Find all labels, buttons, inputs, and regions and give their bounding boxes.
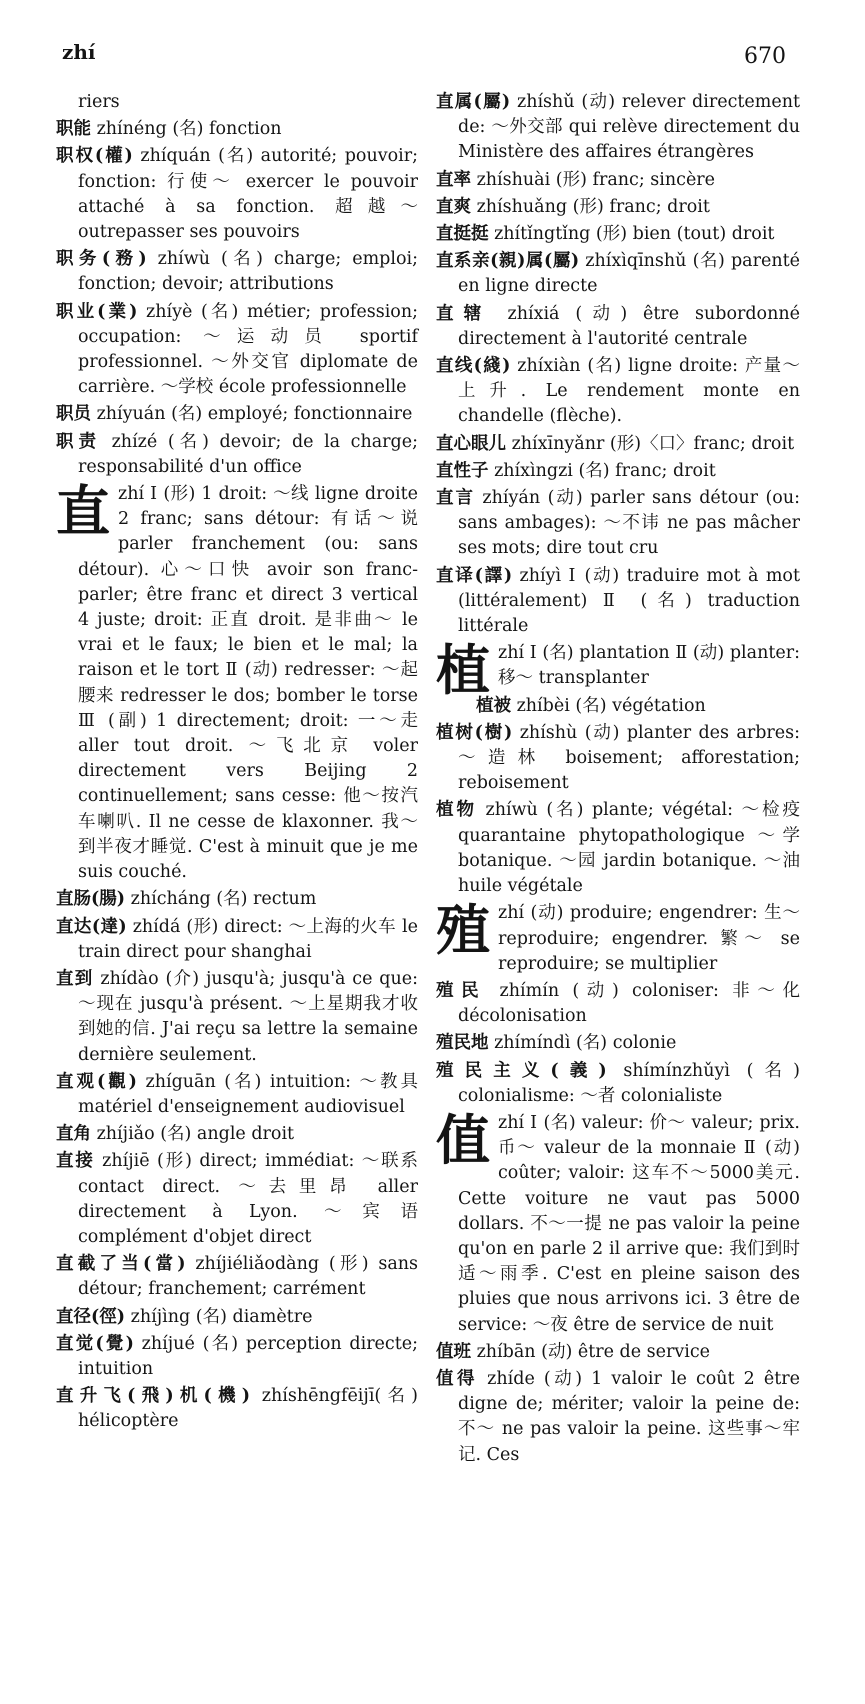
entry-headword: 直言 — [436, 488, 475, 509]
dictionary-entry — [436, 302, 800, 352]
entry-text: zhíguān (名) intuition: ～教具 matériel d'enseignement audiovisuel — [78, 1071, 418, 1117]
entry-headword: 直觉(覺) — [56, 1333, 134, 1354]
dictionary-entry — [56, 430, 418, 480]
dictionary-entry — [56, 300, 418, 401]
dictionary-entry — [436, 798, 800, 899]
entry-headword: 殖民 — [436, 980, 487, 1001]
entry-text: zhí Ⅰ (形) 1 droit: ～线 ligne droite 2 franc; sans détour: 有话～说 parler franchement (ou: sans détour). 心～口快 avoir son franc-parler; être franc et direct 3 vertical 4 juste; droit: 正直 droit. 是非曲～ le vrai et le faux; le bien et le mal; la raison et le tort Ⅱ (动) redresser: ～起腰来 redresser le dos; bomber le torse Ⅲ (副) 1 directement; droit: 一～走 aller tout droit. ～飞北京 voler directement vers Beijing 2 continuellement; sans cesse: 他～按汽车喇叭. Il ne cesse de klaxonner. 我～到半夜才睡觉. C'est à minuit que je me suis couché. — [78, 484, 418, 883]
entry-headword: 直截了当(當) — [56, 1254, 186, 1275]
dictionary-entry — [436, 90, 800, 166]
dictionary-entry — [436, 564, 800, 640]
entry-text: zhíwù (名) charge; emploi; fonction; devoir; attributions — [78, 249, 418, 295]
entry-headword: 直心眼儿 — [436, 433, 506, 454]
entry-text: zhíjué (名) perception directe; intuition — [78, 1333, 419, 1379]
main-headword-entry — [436, 898, 800, 977]
entry-headword: 直肠(腸) — [56, 889, 126, 910]
entry-headword: 植物 — [436, 800, 477, 821]
entry-text: zhíxiàn (名) ligne droite: 产量～上升. Le rendement monte en chandelle (flèche). — [458, 356, 800, 427]
dictionary-entry — [436, 354, 800, 430]
dictionary-entry — [56, 144, 418, 245]
main-headword-character: 直 — [56, 479, 110, 544]
entry-text: zhíxìqīnshǔ (名) parenté en ligne directe — [458, 251, 801, 297]
entry-headword: 值得 — [436, 1368, 479, 1389]
entry-headword: 职责 — [56, 431, 102, 452]
main-headword-entry — [56, 479, 418, 885]
entry-text: zhíjiǎo (名) angle droit — [91, 1124, 295, 1145]
entry-text: zhíyuán (名) employé; fonctionnaire — [91, 404, 413, 425]
entry-text: riers — [78, 92, 120, 112]
dictionary-entry — [56, 402, 418, 427]
entry-headword: 直性子 — [436, 460, 489, 481]
entry-text: zhíyì Ⅰ (动) traduire mot à mot (littéralement) Ⅱ (名) traduction littérale — [458, 565, 800, 637]
entry-headword: 直线(綫) — [436, 356, 511, 377]
dictionary-entry — [436, 1367, 800, 1468]
entry-headword: 职员 — [56, 404, 91, 425]
entry-text: zhíbèi (名) végétation — [511, 695, 706, 716]
entry-headword: 直属(屬) — [436, 92, 511, 112]
entry-headword: 职业(業) — [56, 301, 138, 322]
entry-headword: 值班 — [436, 1341, 471, 1362]
entry-text: zhídá (形) direct: ～上海的火车 le train direct pour shanghai — [78, 916, 418, 962]
dictionary-entry — [436, 168, 800, 193]
entry-text: zhízé (名) devoir; de la charge; responsabilité d'un office — [78, 431, 419, 477]
entry-text: zhídào (介) jusqu'à; jusqu'à ce que: ～现在 jusqu'à présent. ～上星期我才收到她的信. J'ai reçu sa lettre la semaine dernière seulement. — [78, 968, 419, 1065]
dictionary-entry — [56, 1332, 418, 1382]
entry-text: zhícháng (名) rectum — [125, 889, 317, 910]
dictionary-entry — [56, 1252, 418, 1302]
dictionary-entry — [56, 1070, 418, 1120]
entry-headword: 直系亲(親)属(屬) — [436, 251, 580, 272]
dictionary-entry — [56, 117, 418, 142]
entry-text: zhíyè (名) métier; profession; occupation: ～运动员 sportif professionnel. ～外交官 diplomate de carrière. ～学校 école professionnelle — [78, 301, 419, 398]
dictionary-entry — [436, 1059, 800, 1109]
entry-headword: 直达(達) — [56, 916, 127, 937]
entry-headword: 直接 — [56, 1151, 95, 1172]
main-headword-entry — [436, 1107, 800, 1338]
entry-text: zhíde (动) 1 valoir le coût 2 être digne de; mériter; valoir la peine de: 不～ ne pas valoir la peine. 这些事～牢记. Ces — [458, 1368, 801, 1465]
dictionary-entry — [56, 247, 418, 297]
dictionary-entry — [56, 1305, 418, 1330]
entry-text: zhínéng (名) fonction — [91, 119, 282, 140]
entry-text: zhíshǔ (动) relever directement de: ～外交部 qui relève directement du Ministère des affaires étrangères — [458, 92, 801, 163]
entry-text: zhíquán (名) autorité; pouvoir; fonction: 行使～ exercer le pouvoir attaché à sa fonction. 超越～ outrepasser ses pouvoirs — [78, 146, 418, 243]
dictionary-entry — [436, 694, 800, 719]
entry-headword: 职能 — [56, 119, 91, 140]
dictionary-entry — [436, 721, 800, 797]
entry-text: zhíxìngzi (名) franc; droit — [488, 460, 716, 481]
entry-headword: 殖民地 — [436, 1033, 489, 1054]
right-column — [436, 90, 800, 1470]
dictionary-entry — [436, 1340, 800, 1365]
dictionary-entry — [436, 979, 800, 1029]
entry-headword: 植被 — [476, 695, 511, 716]
entry-headword: 直译(譯) — [436, 565, 513, 586]
main-headword-character: 殖 — [436, 898, 490, 963]
entry-text: zhíshuǎng (形) franc; droit — [471, 196, 710, 217]
entry-text: zhíxīnyǎnr (形)〈口〉franc; droit — [506, 433, 795, 454]
entry-text: shímínzhǔyì (名) colonialisme: ～者 colonialiste — [458, 1060, 800, 1106]
page-number: 670 — [744, 44, 786, 69]
entry-headword: 直挺挺 — [436, 224, 489, 245]
dictionary-entry — [436, 249, 800, 299]
entry-headword: 植树(樹) — [436, 722, 513, 743]
dictionary-entry — [436, 459, 800, 484]
main-headword-entry — [436, 638, 800, 703]
dictionary-entry — [436, 1031, 800, 1056]
entry-text: zhíjiéliǎodàng (形) sans détour; franchement; carrément — [78, 1254, 419, 1300]
main-headword-character: 值 — [436, 1107, 490, 1172]
dictionary-entry — [56, 967, 418, 1068]
entry-headword: 殖民主义(義) — [436, 1060, 607, 1081]
dictionary-entry — [56, 887, 418, 912]
entry-text: zhíjiē (形) direct; immédiat: ～联系 contact direct. ～去里昂 aller directement à Lyon. ～宾语 complément d'objet direct — [78, 1151, 418, 1247]
entry-text: zhíwù (名) plante; végétal: ～检疫 quarantaine phytopathologique ～学 botanique. ～园 jardin botanique. ～油 huile végétale — [458, 800, 800, 897]
entry-headword: 直率 — [436, 169, 471, 190]
entry-text: zhíjìng (名) diamètre — [125, 1306, 313, 1327]
dictionary-entry — [436, 432, 800, 457]
dictionary-entry — [56, 1149, 418, 1250]
entry-text: zhíshuài (形) franc; sincère — [471, 169, 716, 190]
entry-text: zhímíndì (名) colonie — [488, 1033, 677, 1054]
entry-text: zhí Ⅰ (名) plantation Ⅱ (动) planter: 移～ transplanter — [498, 643, 800, 689]
entry-headword: 直到 — [56, 968, 94, 989]
dictionary-entry — [436, 222, 800, 247]
entry-headword: 职务(務) — [56, 249, 147, 270]
entry-text: zhítǐngtǐng (形) bien (tout) droit — [488, 224, 775, 245]
dictionary-entry — [436, 486, 800, 562]
entry-text: zhíshēngfēijī(名) hélicoptère — [78, 1386, 419, 1432]
entry-text: zhí (动) produire; engendrer: 生～ reproduire; engendrer. 繁～ se reproduire; se multiplier — [498, 903, 800, 974]
entry-headword: 直辖 — [436, 303, 492, 324]
main-headword-character: 植 — [436, 638, 490, 703]
entry-continuation — [56, 90, 418, 115]
entry-headword: 直径(徑) — [56, 1306, 126, 1327]
entry-text: zhíshù (动) planter des arbres: ～造林 boisement; afforestation; reboisement — [458, 722, 801, 794]
entry-text: zhí Ⅰ (名) valeur: 价～ valeur; prix. 币～ valeur de la monnaie Ⅱ (动) coûter; valoir: 这车不～5000美元. Cette voiture ne vaut pas 5000 dollars. 不～一提 ne pas valoir la peine qu'on en parle 2 il arrive que: 我们到时适～雨季. C'est en pleine saison des pluies que nous arrivons ici. 3 être de service: ～夜 être de service de nuit — [458, 1112, 800, 1335]
entry-text: zhíbān (动) être de service — [471, 1341, 710, 1362]
running-head-word: zhí — [62, 40, 96, 64]
entry-headword: 职权(權) — [56, 146, 133, 167]
dictionary-entry — [436, 195, 800, 220]
left-column — [56, 90, 418, 1437]
entry-text: zhíyán (动) parler sans détour (ou: sans ambages): ～不讳 ne pas mâcher ses mots; dire tout cru — [458, 488, 800, 559]
dictionary-entry — [56, 915, 418, 965]
entry-text: zhímín (动) coloniser: 非～化 décolonisation — [458, 980, 800, 1027]
dictionary-entry — [56, 1384, 418, 1434]
entry-headword: 直爽 — [436, 196, 471, 217]
entry-text: zhíxiá (动) être subordonné directement à l'autorité centrale — [458, 303, 800, 349]
entry-headword: 直升飞(飛)机(機) — [56, 1386, 251, 1407]
entry-headword: 直角 — [56, 1124, 91, 1145]
entry-headword: 直观(觀) — [56, 1071, 137, 1092]
dictionary-entry — [56, 1122, 418, 1147]
